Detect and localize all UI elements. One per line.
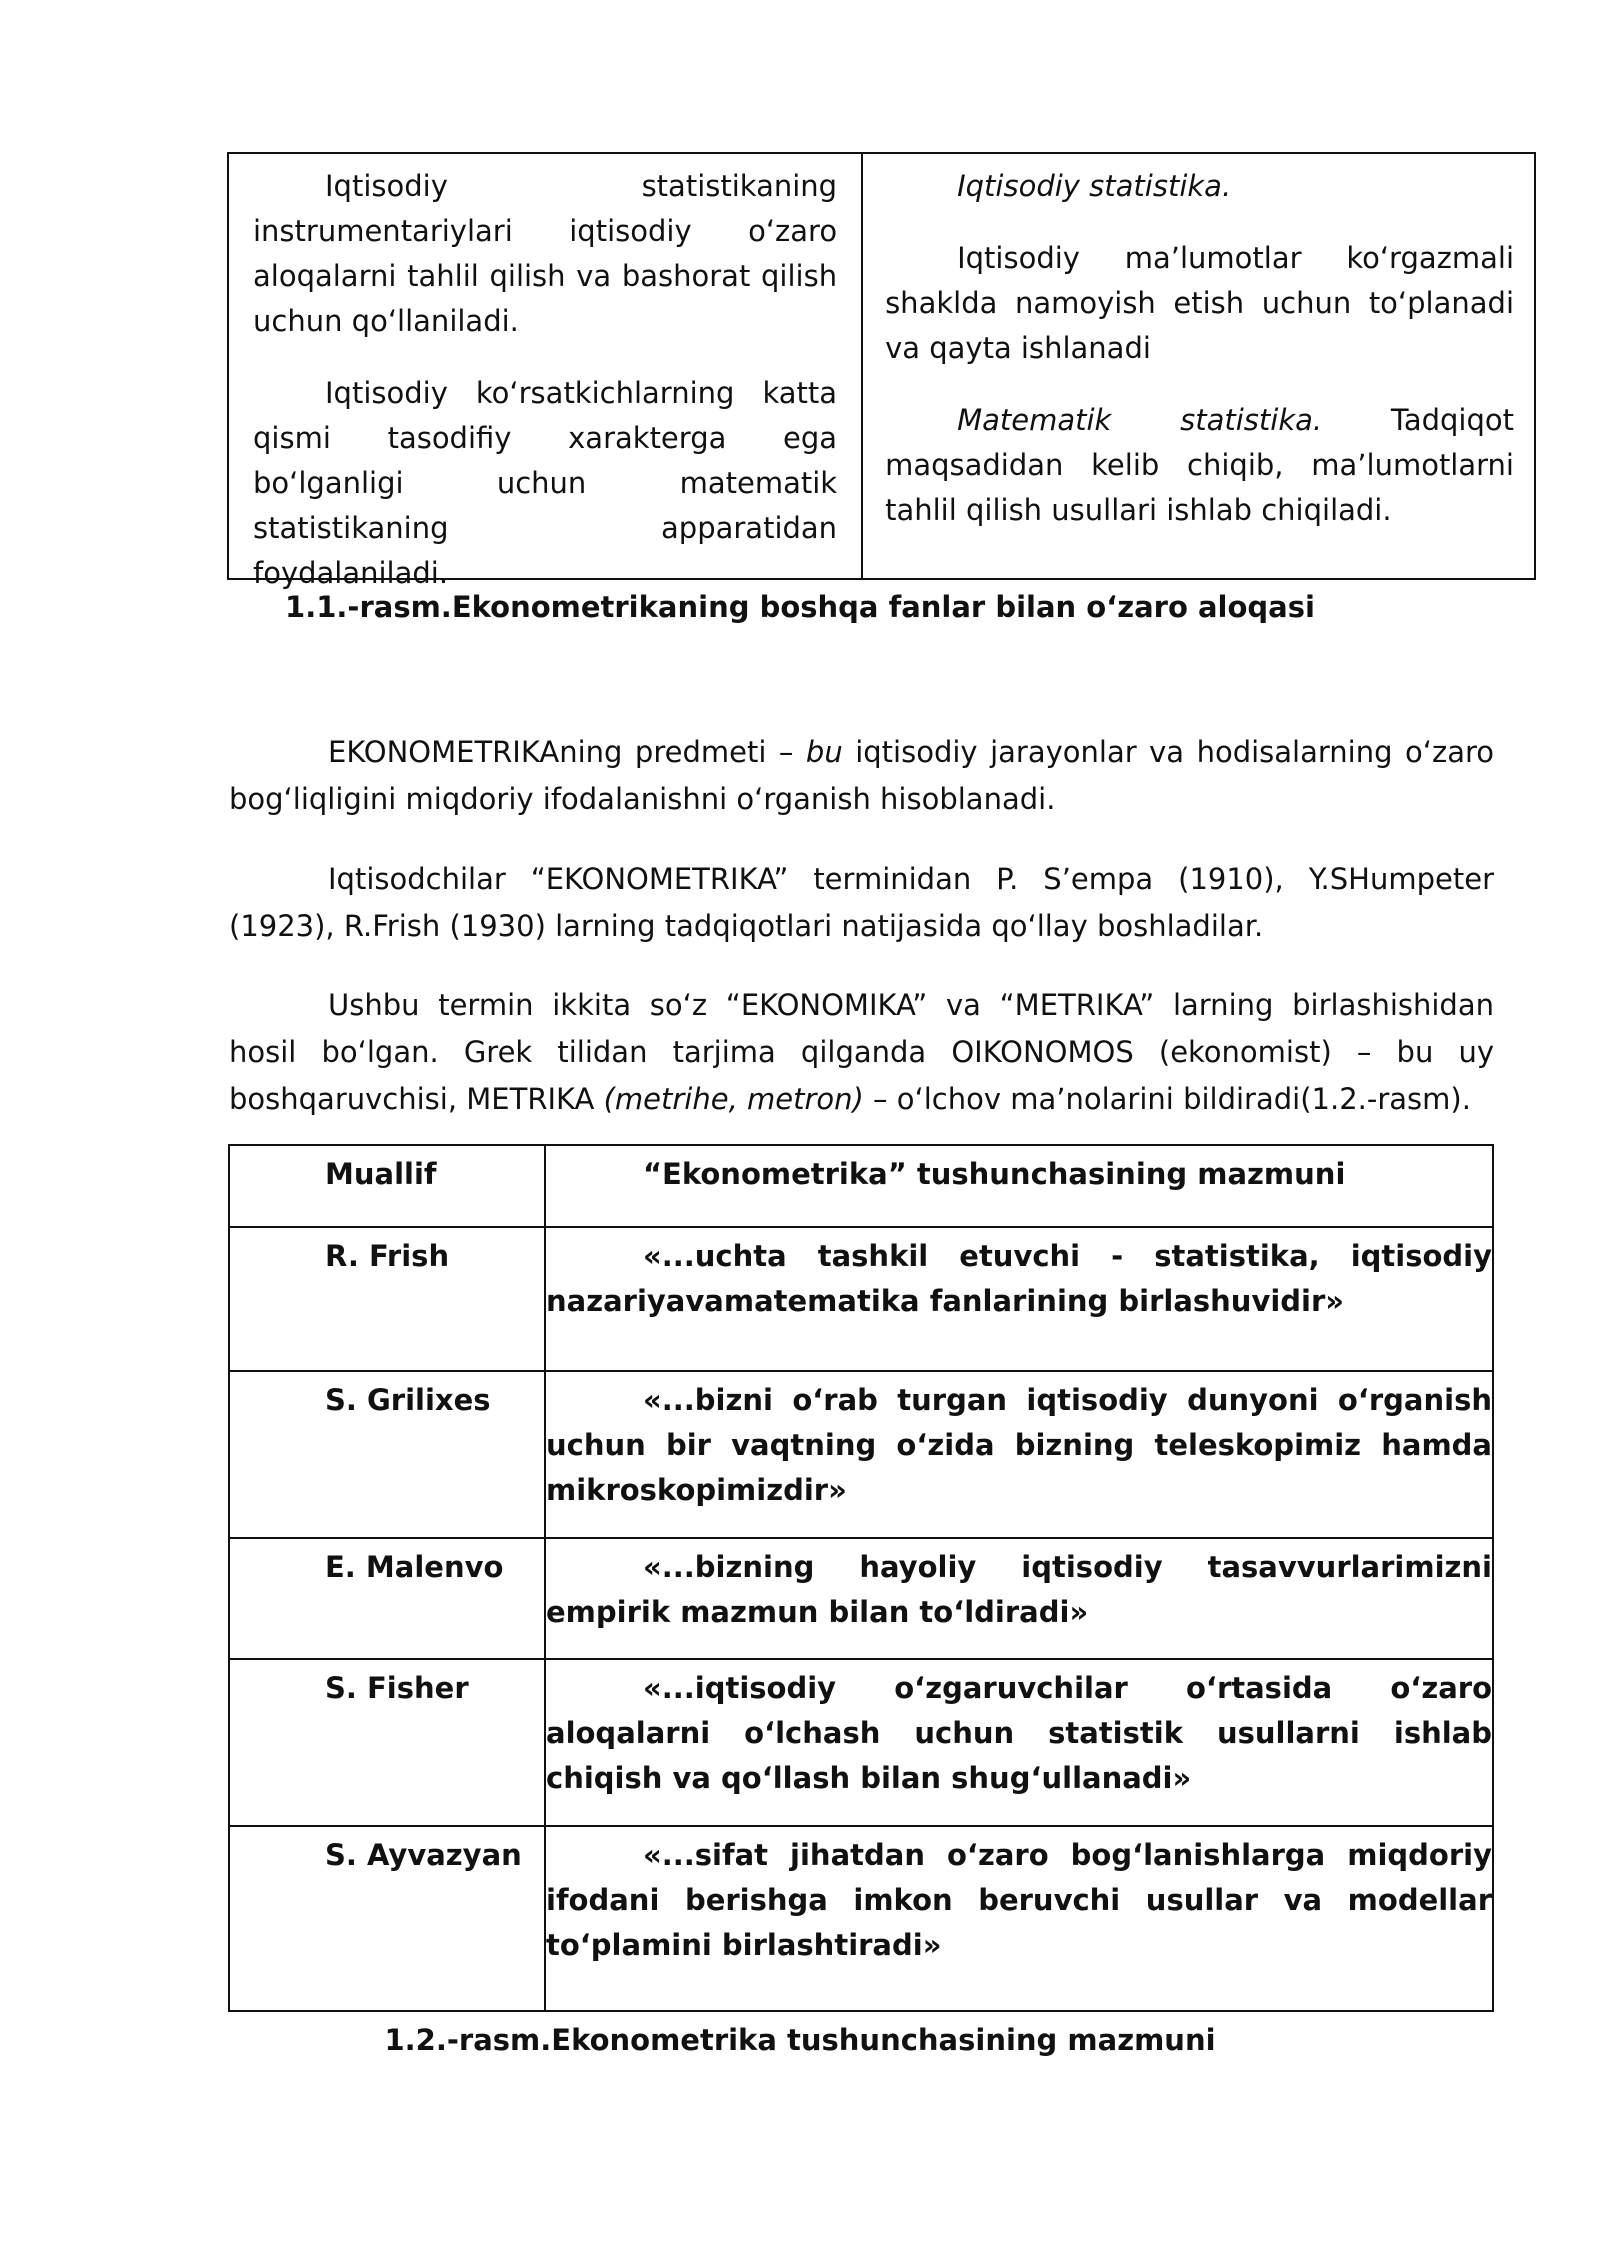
table-row <box>229 1826 1493 2011</box>
row-content <box>545 1538 1493 1659</box>
table-row <box>229 1227 1493 1371</box>
table-row <box>229 1371 1493 1538</box>
row-author: E. Malenvo <box>229 1538 545 1659</box>
figure-1-2-caption: 1.2.-rasm.Ekonometrika tushunchasining mazmuni <box>384 2023 1216 2057</box>
row-quote: «...bizni o‘rab turgan iqtisodiy dunyoni o‘rganish uchun bir vaqtning o‘zida bizning teleskopimiz hamda mikroskopimizdir» <box>546 1383 1492 1507</box>
row-author: S. Grilixes <box>229 1371 545 1538</box>
left-paragraph-2: Iqtisodiy ko‘rsatkichlarning katta qismi tasodifiy xarakterga ega bo‘lganligi uchun matematik statistikaning apparatidan foydalaniladi. <box>253 376 838 590</box>
row-author: S. Ayvazyan <box>229 1826 545 2011</box>
body-p3-start: Ushbu termin ikkita so‘z “EKONOMIKA” va “METRIKA” larning birlashishidan hosil bo‘lgan. Grek tilidan tarjima qilganda OIKONOMOS (ekonomist) – bu uy boshqaruvchisi, METRIKA <box>229 988 1494 1116</box>
body-p2-text: Iqtisodchilar “EKONOMETRIKA” terminidan P. S’empa (1910), Y.SHumpeter (1923), R.Frish (1930) larning tadqiqotlari natijasida qo‘llay boshladilar. <box>229 862 1494 943</box>
body-paragraph-3 <box>229 982 1494 1123</box>
figure-1-1-box <box>227 152 1536 590</box>
row-quote: «...sifat jihatdan o‘zaro bog‘lanishlarga miqdoriy ifodani berishga imkon beruvchi usullar va modellar to‘plamini birlashtiradi» <box>546 1838 1492 1962</box>
row-content <box>545 1826 1493 2011</box>
right-heading-2: Matematik statistika. <box>957 403 1323 437</box>
row-author: S. Fisher <box>229 1659 545 1826</box>
body-p1-start: EKONOMETRIKAning predmeti – <box>328 735 806 769</box>
right-paragraph-2-text: Tadqiqot maqsadidan kelib chiqib, ma’lumotlarni tahlil qilish usullari ishlab chiqiladi. <box>885 403 1514 527</box>
row-quote: «...uchta tashkil etuvchi - statistika, iqtisodiy nazariyavamatematika fanlarining birlashuvidir» <box>546 1239 1492 1318</box>
right-paragraph-2 <box>885 398 1514 533</box>
row-quote: «...bizning hayoliy iqtisodiy tasavvurlarimizni empirik mazmun bilan to‘ldiradi» <box>546 1550 1492 1629</box>
table-header-row <box>229 1145 1493 1227</box>
row-author: R. Frish <box>229 1227 545 1371</box>
row-content <box>545 1659 1493 1826</box>
body-p3-italic: (metrihe, metron) <box>603 1082 864 1116</box>
right-heading-1-text: Iqtisodiy statistika. <box>957 169 1232 203</box>
header-author: Muallif <box>229 1145 545 1227</box>
row-content <box>545 1371 1493 1538</box>
body-paragraph-2 <box>229 856 1494 950</box>
figure-1-2-table <box>228 1144 1494 2012</box>
body-p1-italic: bu <box>805 735 843 769</box>
row-content <box>545 1227 1493 1371</box>
figure-1-1-right-column <box>863 154 1534 578</box>
right-paragraph-1: Iqtisodiy ma’lumotlar ko‘rgazmali shaklda namoyish etish uchun to‘planadi va qayta ishlanadi <box>885 241 1514 365</box>
table-row <box>229 1659 1493 1826</box>
figure-1-1-caption: 1.1.-rasm.Ekonometrikaning boshqa fanlar bilan o‘zaro aloqasi <box>285 590 1315 624</box>
body-p1-end: iqtisodiy jarayonlar va hodisalarning o‘zaro bog‘liqligini miqdoriy ifodalanishni o‘rganish hisoblanadi. <box>229 735 1494 816</box>
body-paragraph-1 <box>229 729 1494 823</box>
body-p3-end: – o‘lchov ma’nolarini bildiradi(1.2.-rasm). <box>863 1082 1471 1116</box>
figure-1-1-left-column <box>229 154 863 590</box>
right-heading-1 <box>885 164 1514 209</box>
left-paragraph-1: Iqtisodiy statistikaning instrumentariylari iqtisodiy o‘zaro aloqalarni tahlil qilish va bashorat qilish uchun qo‘llaniladi. <box>253 169 838 338</box>
header-content: “Ekonometrika” tushunchasining mazmuni <box>545 1145 1493 1227</box>
table-row <box>229 1538 1493 1659</box>
row-quote: «...iqtisodiy o‘zgaruvchilar o‘rtasida o‘zaro aloqalarni o‘lchash uchun statistik usullarni ishlab chiqish va qo‘llash bilan shug‘ullanadi» <box>546 1671 1492 1795</box>
